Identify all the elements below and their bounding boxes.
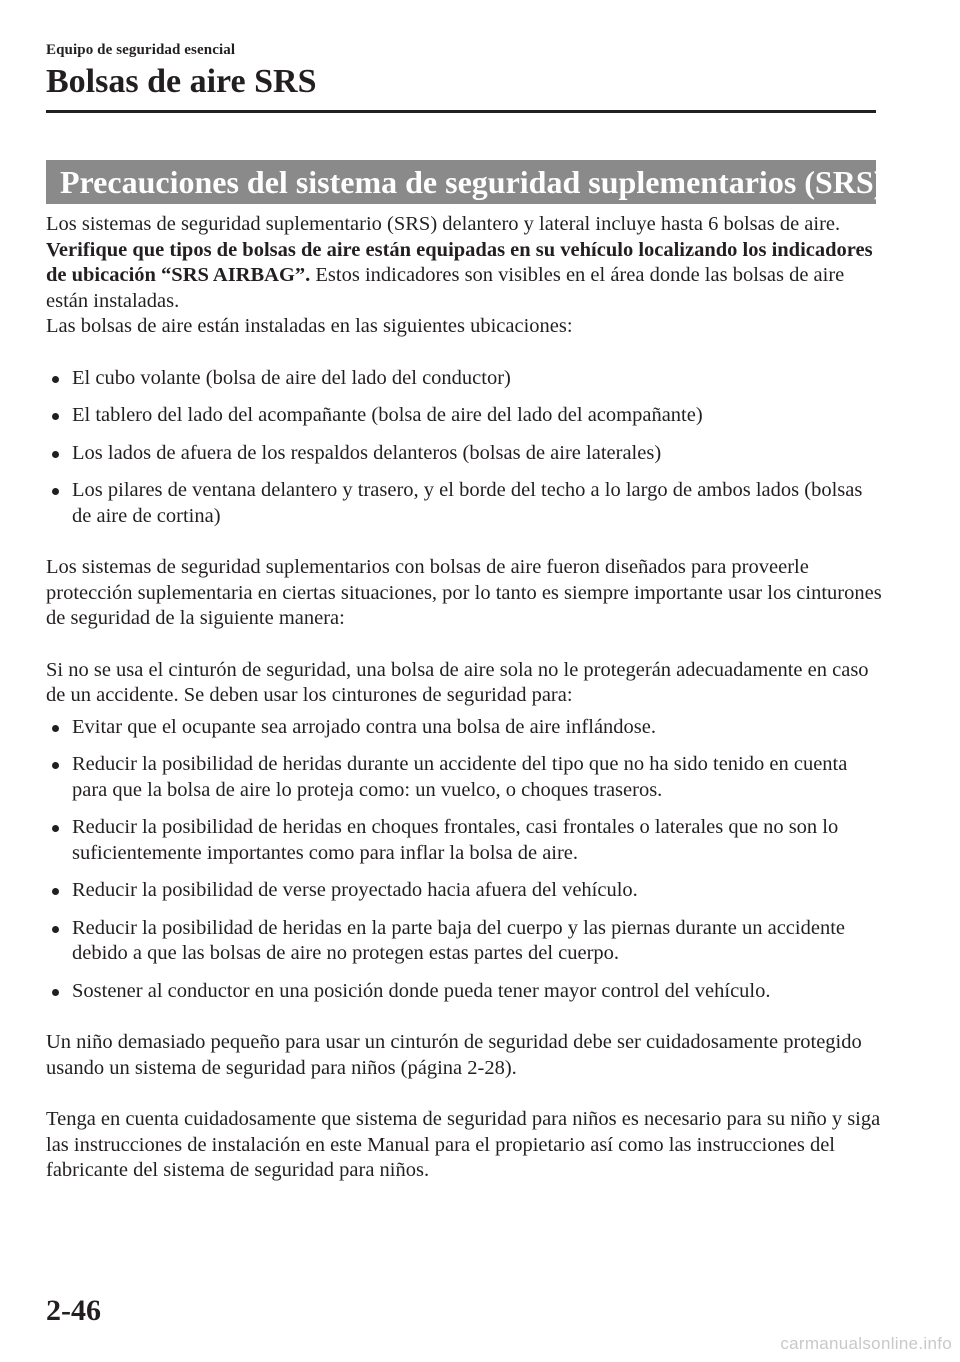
locations-lead: Las bolsas de aire están instaladas en las siguientes ubicaciones: xyxy=(46,315,573,337)
list-item xyxy=(46,441,882,467)
page-number: 2-46 xyxy=(46,1294,101,1327)
seatbelt-uses-list xyxy=(46,715,882,1005)
bullet-icon xyxy=(52,825,59,832)
list-item-text: El cubo volante (bolsa de aire del lado del conductor) xyxy=(72,366,511,389)
list-item-text: Evitar que el ocupante sea arrojado contra una bolsa de aire inflándose. xyxy=(72,715,656,738)
bullet-icon xyxy=(52,488,59,495)
list-item-text: Reducir la posibilidad de heridas en choques frontales, casi frontales o laterales que no son lo suficientemente importantes como para inflar la bolsa de aire. xyxy=(72,816,839,864)
list-item xyxy=(46,366,882,392)
list-item xyxy=(46,403,882,429)
list-item-text: Reducir la posibilidad de heridas durante un accidente del tipo que no ha sido tenido en cuenta para que la bolsa de aire lo proteja como: un vuelco, o choques traseros. xyxy=(72,753,848,801)
list-item xyxy=(46,478,882,529)
list-item xyxy=(46,979,882,1005)
section-title: Precauciones del sistema de seguridad suplementarios (SRS) xyxy=(46,160,876,204)
child-paragraph: Un niño demasiado pequeño para usar un cinturón de seguridad debe ser cuidadosamente protegido usando un sistema de seguridad para niños (página 2-28). xyxy=(46,1031,862,1079)
running-head: Equipo de seguridad esencial xyxy=(46,42,236,58)
chapter-title: Bolsas de aire SRS xyxy=(46,63,317,100)
bullet-icon xyxy=(52,926,59,933)
bullet-icon xyxy=(52,989,59,996)
list-item xyxy=(46,815,882,866)
intro-text: Los sistemas de seguridad suplementario (SRS) delantero y lateral incluye hasta 6 bolsas de aire. xyxy=(46,213,841,235)
locations-list xyxy=(46,366,882,530)
instructions-paragraph: Tenga en cuenta cuidadosamente que sistema de seguridad para niños es necesario para su niño y siga las instrucciones de instalación en este Manual para el propietario así como las instrucciones del fabricante del sistema de seguridad para niños. xyxy=(46,1108,881,1181)
page-content xyxy=(46,212,882,1184)
list-item-text: Los pilares de ventana delantero y trasero, y el borde del techo a lo largo de ambos lados (bolsas de aire de cortina) xyxy=(72,479,863,527)
list-item-text: Reducir la posibilidad de verse proyectado hacia afuera del vehículo. xyxy=(72,879,638,901)
bullet-icon xyxy=(52,762,59,769)
list-item-text: El tablero del lado del acompañante (bolsa de aire del lado del acompañante) xyxy=(72,404,703,426)
title-rule xyxy=(46,110,876,113)
list-item-text: Reducir la posibilidad de heridas en la parte baja del cuerpo y las piernas durante un accidente debido a que las bolsas de aire no protegen estas partes del cuerpo. xyxy=(72,916,845,964)
bullet-icon xyxy=(52,888,59,895)
list-item xyxy=(46,878,882,904)
intro-paragraph xyxy=(46,212,882,314)
intro-bold-note: Verifique que tipos de bolsas de aire están equipadas en su vehículo localizando los indicadores de ubicación “SRS AIRBAG”. xyxy=(46,238,873,286)
watermark: carmanualsonline.info xyxy=(780,1334,952,1353)
list-item xyxy=(46,715,882,741)
intro-text-after: Estos indicadores son visibles en el área donde las bolsas de aire están instaladas. xyxy=(46,264,845,312)
bullet-icon xyxy=(52,376,59,383)
list-item-text: Sostener al conductor en una posición donde pueda tener mayor control del vehículo. xyxy=(72,979,771,1002)
bullet-icon xyxy=(52,413,59,420)
design-paragraph: Los sistemas de seguridad suplementarios con bolsas de aire fueron diseñados para proveerle protección suplementaria en ciertas situaciones, por lo tanto es siempre importante usar los cinturones de seguridad de la siguiente manera: xyxy=(46,556,882,629)
list-item-text: Los lados de afuera de los respaldos delanteros (bolsas de aire laterales) xyxy=(72,441,662,464)
seatbelt-paragraph: Si no se usa el cinturón de seguridad, una bolsa de aire sola no le protegerán adecuadamente en caso de un accidente. Se deben usar los cinturones de seguridad para: xyxy=(46,658,869,706)
bullet-icon xyxy=(52,725,59,732)
bullet-icon xyxy=(52,451,59,458)
list-item xyxy=(46,752,882,803)
list-item xyxy=(46,916,882,967)
